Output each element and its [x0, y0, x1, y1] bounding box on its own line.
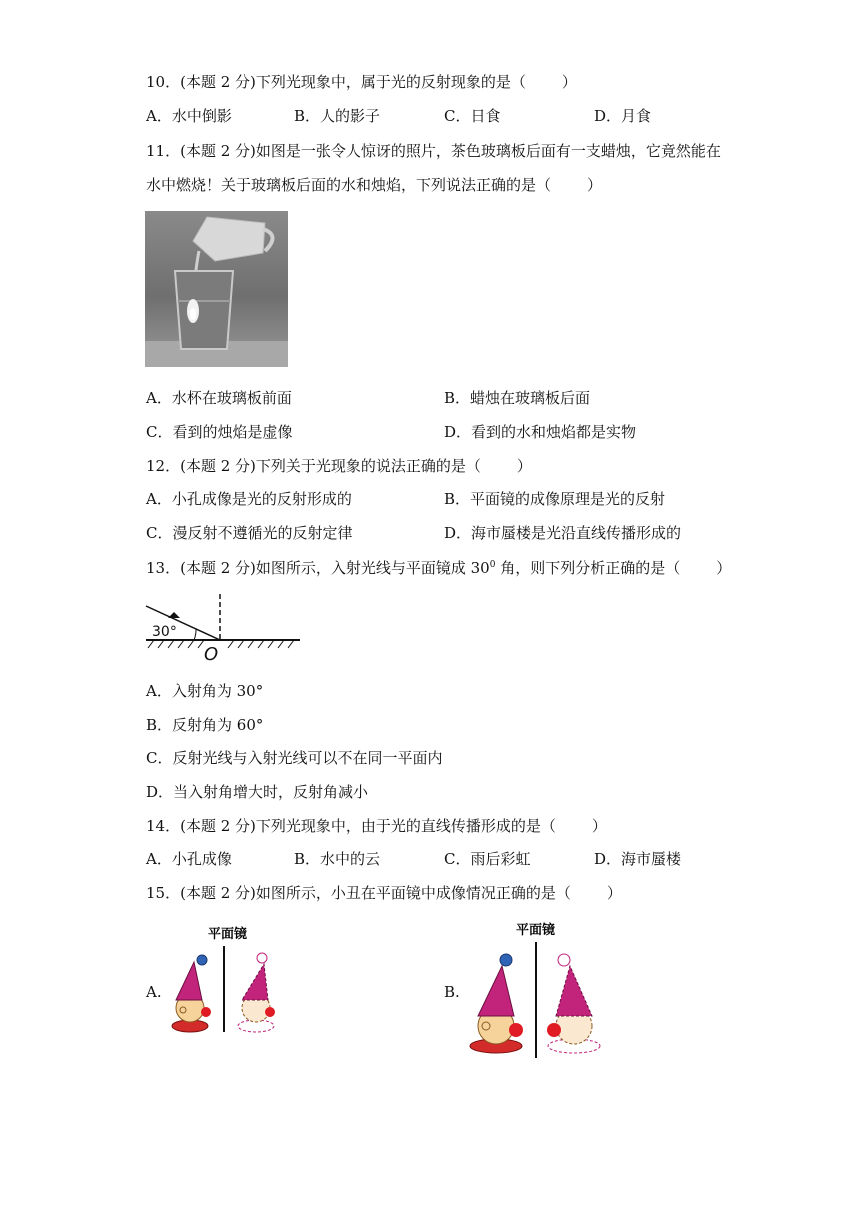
q13-option-c: C．反射光线与入射光线可以不在同一平面内 — [146, 749, 443, 767]
q15-option-a-label: A. — [146, 983, 162, 1001]
incident-ray-diagram — [144, 592, 304, 662]
q12-option-d: D．海市蜃楼是光沿直线传播形成的 — [444, 524, 682, 542]
q13-option-b: B．反射角为 60° — [146, 716, 264, 734]
clown-mirror-figure-a — [168, 922, 288, 1038]
q12-option-c: C．漫反射不遵循光的反射定律 — [146, 524, 353, 542]
q14-option-b: B．水中的云 — [294, 850, 381, 868]
question-13-stem — [146, 555, 731, 578]
question-10-text: 10．(本题 2 分)下列光现象中，属于光的反射现象的是（ — [146, 73, 526, 91]
q10-option-c: C．日食 — [444, 107, 501, 125]
question-11-stem-line1: 11．(本题 2 分)如图是一张令人惊讶的照片，茶色玻璃板后面有一支蜡烛，它竟然能在 — [146, 142, 721, 160]
mirror-label: 平面镜 — [516, 923, 556, 938]
q11-option-d: D．看到的水和烛焰都是实物 — [444, 423, 637, 441]
q15-option-b-label: B. — [444, 983, 460, 1001]
q13-option-d: D．当入射角增大时，反射角减小 — [146, 783, 369, 801]
paren-close: ） — [591, 817, 607, 835]
point-o-label: O — [204, 644, 219, 662]
question-13-text-a: 13．(本题 2 分)如图所示，入射光线与平面镜成 30 — [146, 559, 490, 577]
paren-close: ） — [606, 884, 622, 902]
angle-label: 30° — [152, 624, 177, 640]
q10-option-b: B．人的影子 — [294, 107, 381, 125]
clown-mirror-figure-b — [470, 922, 600, 1058]
question-15-stem — [146, 883, 622, 903]
paren-close: ） — [516, 457, 532, 475]
paren-close: ） — [716, 559, 732, 577]
q13-option-a: A．入射角为 30° — [146, 682, 264, 700]
question-13-text-b: 角，则下列分析正确的是（ — [495, 559, 681, 577]
paren-close: ） — [561, 73, 577, 91]
q12-option-b: B．平面镜的成像原理是光的反射 — [444, 490, 666, 508]
question-12-text: 12．(本题 2 分)下列关于光现象的说法正确的是（ — [146, 457, 481, 475]
question-12-stem — [146, 456, 532, 476]
paren-close: ） — [587, 176, 603, 194]
q14-option-a: A．小孔成像 — [146, 850, 232, 868]
q12-option-a: A．小孔成像是光的反射形成的 — [146, 490, 352, 508]
question-11-text: 水中燃烧！关于玻璃板后面的水和烛焰，下列说法正确的是（ — [146, 176, 552, 194]
question-14-stem — [146, 816, 607, 836]
mirror-hatching — [148, 640, 294, 648]
question-14-text: 14．(本题 2 分)下列光现象中，由于光的直线传播形成的是（ — [146, 817, 556, 835]
q14-option-c: C．雨后彩虹 — [444, 850, 531, 868]
q10-option-a: A．水中倒影 — [146, 107, 232, 125]
mirror-label: 平面镜 — [208, 927, 248, 942]
question-11-stem-line2 — [146, 175, 602, 195]
q11-option-c: C．看到的烛焰是虚像 — [146, 423, 293, 441]
q14-option-d: D．海市蜃楼 — [594, 850, 682, 868]
q10-option-d: D．月食 — [594, 107, 652, 125]
candle-glass-photo — [145, 211, 288, 367]
q11-option-b: B．蜡烛在玻璃板后面 — [444, 389, 591, 407]
degree-superscript: 0 — [489, 560, 496, 570]
question-10-stem — [146, 72, 577, 92]
q11-option-a: A．水杯在玻璃板前面 — [146, 389, 292, 407]
question-15-text: 15．(本题 2 分)如图所示，小丑在平面镜中成像情况正确的是（ — [146, 884, 571, 902]
